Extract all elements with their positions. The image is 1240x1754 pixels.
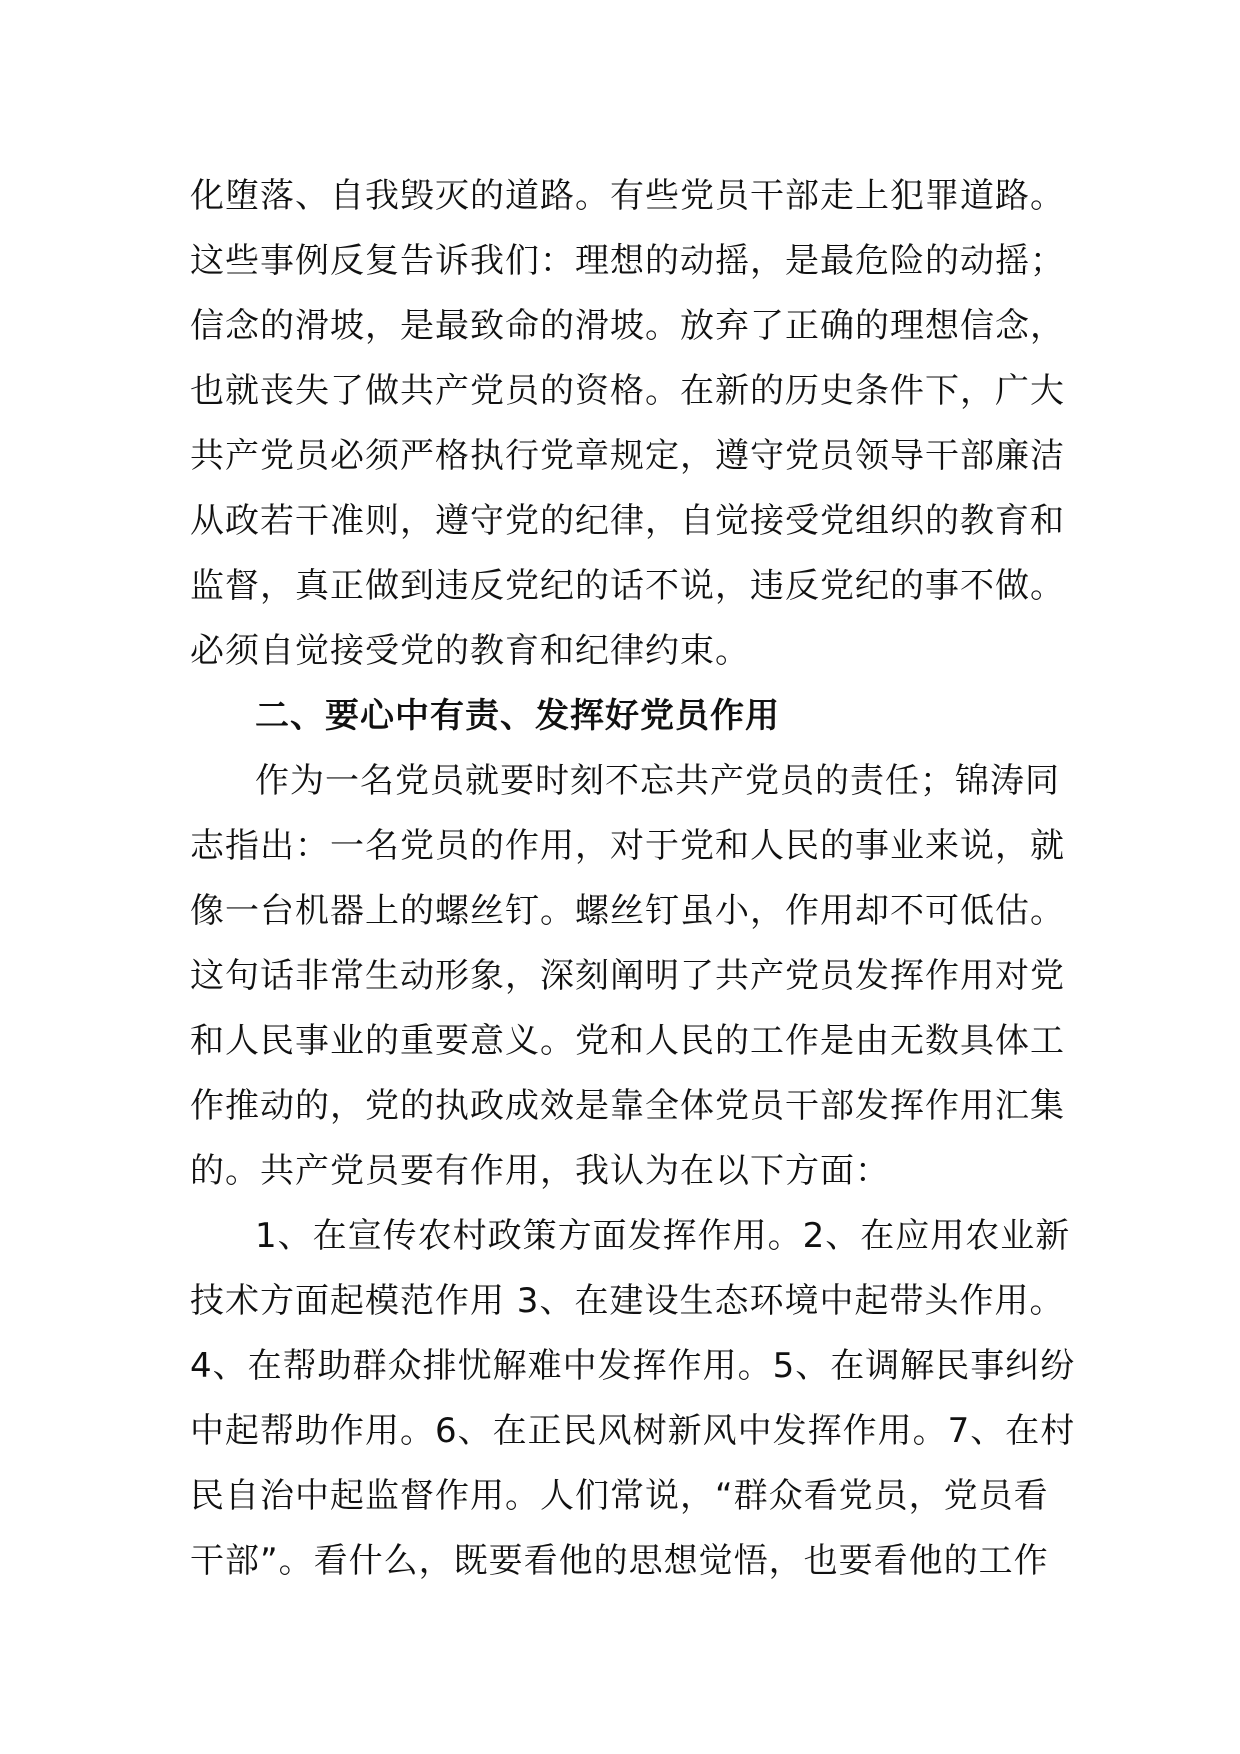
- text-line-15: 作推动的，党的执政成效是靠全体党员干部发挥作用汇集: [190, 1086, 1065, 1126]
- text-line-20: 中起帮助作用。6、在正民风树新风中发挥作用。7、在村: [190, 1411, 1076, 1451]
- text-line-6: 从政若干准则，遵守党的纪律，自觉接受党组织的教育和: [190, 501, 1065, 541]
- text-line-21: 民自治中起监督作用。人们常说，“群众看党员，党员看: [190, 1476, 1049, 1516]
- text-line-2: 这些事例反复告诉我们：理想的动摇，是最危险的动摇；: [190, 241, 1065, 281]
- text-line-11: 志指出：一名党员的作用，对于党和人民的事业来说，就: [190, 826, 1065, 866]
- text-line-19: 4、在帮助群众排忧解难中发挥作用。5、在调解民事纠纷: [190, 1346, 1076, 1386]
- section-heading: 二、要心中有责、发挥好党员作用: [255, 696, 780, 736]
- text-line-5: 共产党员必须严格执行党章规定，遵守党员领导干部廉洁: [190, 436, 1065, 476]
- text-line-12: 像一台机器上的螺丝钉。螺丝钉虽小，作用却不可低估。: [190, 891, 1065, 931]
- text-line-18: 技术方面起模范作用 3、在建设生态环境中起带头作用。: [190, 1281, 1065, 1321]
- text-line-17: 1、在宣传农村政策方面发挥作用。2、在应用农业新: [255, 1216, 1071, 1256]
- text-line-1: 化堕落、自我毁灭的道路。有些党员干部走上犯罪道路。: [190, 176, 1065, 216]
- text-line-22: 干部”。看什么，既要看他的思想觉悟，也要看他的工作: [190, 1541, 1049, 1581]
- text-line-13: 这句话非常生动形象，深刻阐明了共产党员发挥作用对党: [190, 956, 1065, 996]
- text-line-14: 和人民事业的重要意义。党和人民的工作是由无数具体工: [190, 1021, 1065, 1061]
- text-line-7: 监督，真正做到违反党纪的话不说，违反党纪的事不做。: [190, 566, 1065, 606]
- text-line-8: 必须自觉接受党的教育和纪律约束。: [190, 631, 750, 671]
- text-line-16: 的。共产党员要有作用，我认为在以下方面：: [190, 1151, 890, 1191]
- text-line-10: 作为一名党员就要时刻不忘共产党员的责任；锦涛同: [255, 761, 1060, 801]
- text-line-3: 信念的滑坡，是最致命的滑坡。放弃了正确的理想信念，: [190, 306, 1065, 346]
- text-line-4: 也就丧失了做共产党员的资格。在新的历史条件下，广大: [190, 371, 1065, 411]
